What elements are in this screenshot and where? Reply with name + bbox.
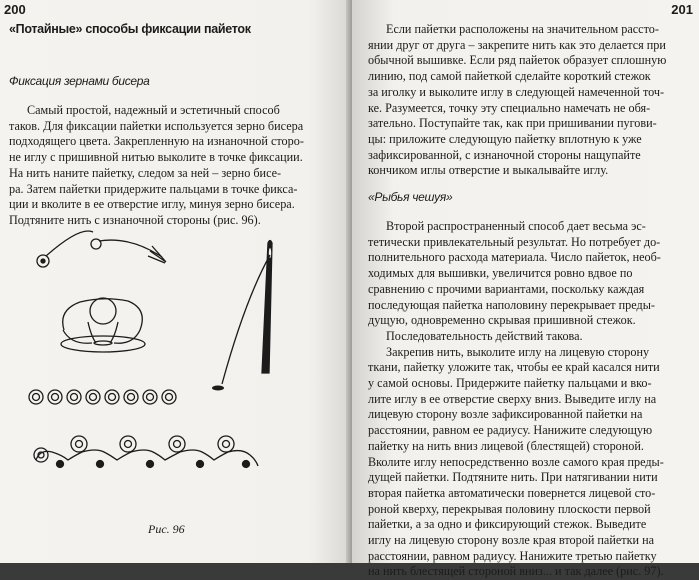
text-line: зафиксированной, с изнаночной стороны нащупайте [368,147,641,162]
text-line: пайетки, а за одно и фиксирующий стежок. Выведите [368,517,647,532]
text-line: ке. Разумеется, точку эту специально намечать не обя- [368,100,651,115]
right-paragraph-2 [368,219,688,580]
left-page [0,0,352,563]
text-line: на нить блестящей стороной вниз... и так далее (рис. 97). [368,564,664,579]
text-line: Последовательность действий такова. [386,328,583,343]
right-paragraph-1 [368,22,688,179]
text-line: иглу на лицевую сторону возле края второй пайетки на [368,533,655,548]
text-line: Закрепив нить, выколите иглу на лицевую сторону [386,344,650,359]
text-line: подходящего цвета. Закрепленную на изнаночной сторо- [9,134,304,149]
text-line: обычной вышивке. Если ряд пайеток образует сплошную [368,53,667,68]
text-line: янии друг от друга – закрепите нить как это делается при [368,37,666,52]
right-page [352,0,699,579]
sequin-bead-threaded-drawing [37,231,166,267]
text-line: лите иглу в ее отверстие сверху вниз. Выведите иглу на [368,391,657,406]
text-line: дущей пайетки. Подтяните нить. При натягивании нити [368,470,658,485]
text-line: дущую, одновременно скрывая пришивной стежок. [368,313,636,328]
text-line: Подтяните нить с изнаночной стороны (рис. 96). [9,212,261,227]
text-line: линию, под самой пайеткой сделайте короткий стежок [368,69,651,84]
text-line: кончиком иглы отверстие и выкалывайте иглу. [368,163,609,178]
page-number-right: 201 [671,2,693,17]
text-line: лицевую сторону возле зафиксированной пайетки на [368,407,643,422]
text-line: тетически привлекательный результат. Но потребует до- [368,234,661,249]
subsection-heading-fish-scale: «Рыбья чешуя» [368,190,453,204]
bead-chain-drawing [34,436,258,468]
text-line: На нить наните пайетку, следом за ней – зерно бисе- [9,165,282,180]
text-line: ра. Затем пайетки придержите пальцами в точке фикса- [9,181,298,196]
text-line: расстоянии, равном радиусу. Нанижите третью пайетку [368,548,657,563]
page-number-left: 200 [4,2,26,17]
text-line: последующая пайетка наполовину перекрывает преды- [368,297,655,312]
text-line: за иголку и выколите иглу в следующей намеченной точ- [368,84,665,99]
section-heading: «Потайные» способы фиксации пайеток [9,22,251,36]
text-line: расстоянии, равном ее радиусу. Нанижите следующую [368,423,653,438]
sequin-row-drawing [29,390,176,404]
text-line: ции и вколите в ее отверстие иглу, минуя зерно бисера. [9,197,295,212]
needle-drawing [212,241,272,391]
text-line: Самый простой, надежный и эстетичный способ [27,103,280,117]
text-line: Вколите иглу непосредственно возле самого края преды- [368,454,664,469]
text-line: сравнению с прочими вариантами, поскольку каждая [368,281,645,296]
text-line: полнительного расхода материала. Число пайеток, необ- [368,250,661,265]
text-line: у самой основы. Придержите пайетку пальцами и вко- [368,376,652,391]
figure-caption: Рис. 96 [148,522,185,536]
text-line: Если пайетки расположены на значительном рассто- [386,22,659,36]
text-line: вторая пайетка автоматически повернется лицевой сто- [368,485,656,500]
text-line: не иглу с пришивной нитью выколите в точке фиксации. [9,150,303,165]
text-line: ткани, пайетку уложите так, чтобы ее край касался нити [368,360,660,375]
subsection-heading: Фиксация зернами бисера [9,74,150,88]
text-line: пайетку на нить вниз лицевой (блестящей) стороной. [368,438,644,453]
text-line: зательно. Поступайте так, как при пришивании пугови- [368,116,657,131]
figure-96-illustration [0,0,340,300]
bead-on-sequin-drawing [61,298,145,352]
text-line: роной кверху, перекрывая половину плоскости первой [368,501,651,516]
text-line: Второй распространенный способ дает весьма эс- [386,219,646,233]
text-line: таков. Для фиксации пайетки используется зерно бисера [9,118,304,133]
text-line: ходимых для вышивки, увеличится ровно вдвое по [368,266,633,281]
text-line: цы: приложите следующую пайетку вплотную к уже [368,131,642,146]
